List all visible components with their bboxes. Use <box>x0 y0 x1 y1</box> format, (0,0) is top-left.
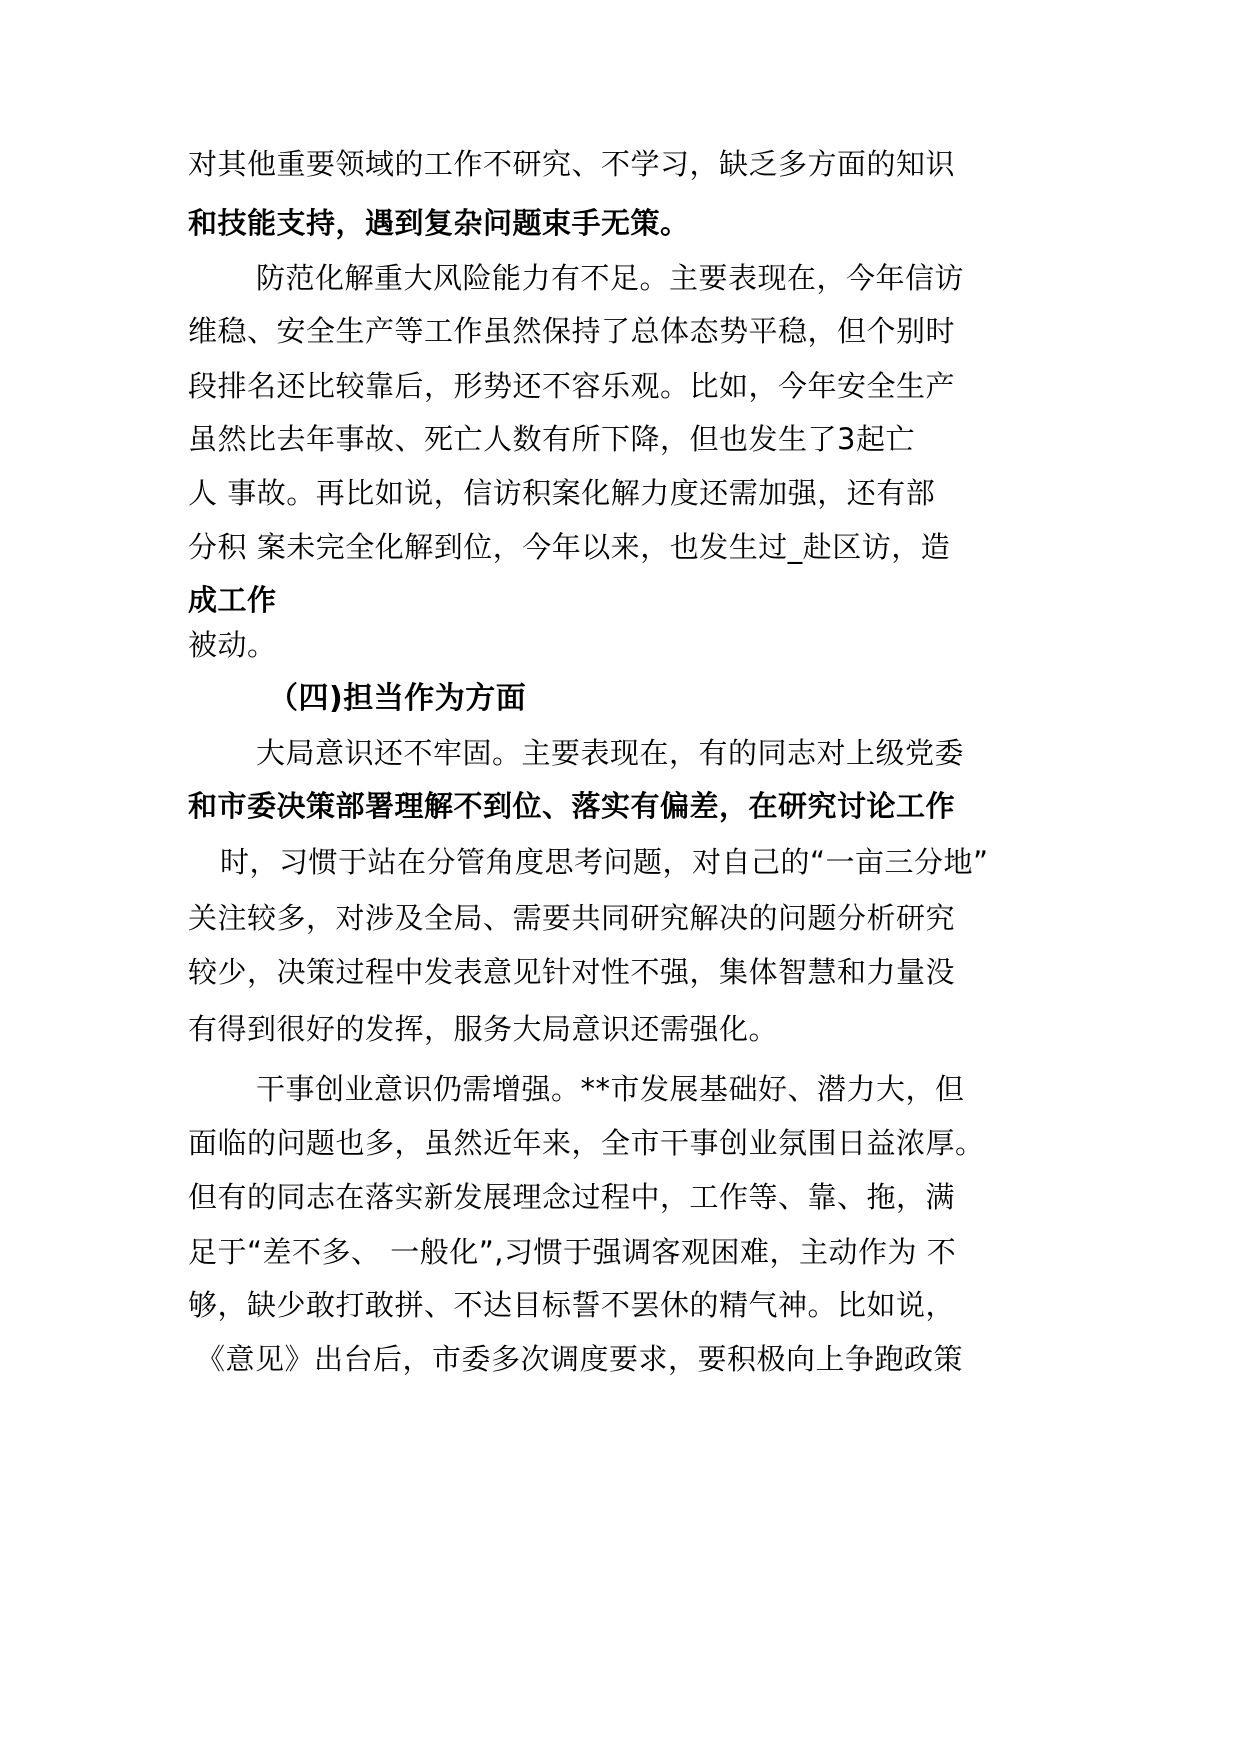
text-line-5: 段排名还比较靠后，形势还不容乐观。比如，今年安全生产 <box>188 369 956 403</box>
text-line-22: 够，缺少敢打敢拼、不达目标誓不罢休的精气神。比如说， <box>188 1288 956 1322</box>
text-line-16: 较少，决策过程中发表意见针对性不强，集体智慧和力量没 <box>188 955 956 989</box>
text-line-10: 被动。 <box>188 628 277 662</box>
text-line-15: 关注较多，对涉及全局、需要共同研究解决的问题分析研究 <box>188 901 956 935</box>
text-line-2: 和技能支持，遇到复杂问题束手无策。 <box>188 206 690 240</box>
text-line-20: 但有的同志在落实新发展理念过程中，工作等、靠、拖，满 <box>188 1180 956 1214</box>
text-line-6: 虽然比去年事故、死亡人数有所下降，但也发生了3起亡 <box>188 422 915 456</box>
text-line-13: 和市委决策部署理解不到位、落实有偏差，在研究讨论工作 <box>188 789 956 823</box>
text-line-18: 干事创业意识仍需增强。**市发展基础好、潜力大，但 <box>256 1072 965 1106</box>
text-line-21: 足于“差不多、 一般化”,习惯于强调客观困难，主动作为 不 <box>188 1235 957 1269</box>
text-line-7: 人 事故。再比如说，信访积案化解力度还需加强，还有部 <box>188 476 936 510</box>
text-line-17: 有得到很好的发挥，服务大局意识还需强化。 <box>188 1012 779 1046</box>
text-line-1: 对其他重要领域的工作不研究、不学习，缺乏多方面的知识 <box>188 147 956 181</box>
text-line-14: 时，习惯于站在分管角度思考问题，对自己的“一亩三分地” <box>220 845 989 879</box>
text-line-3: 防范化解重大风险能力有不足。主要表现在，今年信访 <box>256 261 965 295</box>
text-line-8: 分积 案未完全化解到位，今年以来，也发生过_赴区访，造 <box>188 530 951 564</box>
text-line-9: 成工作 <box>188 583 277 617</box>
text-line-12: 大局意识还不牢固。主要表现在，有的同志对上级党委 <box>256 736 965 770</box>
text-line-4: 维稳、安全生产等工作虽然保持了总体态势平稳，但个别时 <box>188 314 956 348</box>
section-heading: （四)担当作为方面 <box>268 681 527 716</box>
text-line-23: 《意见》出台后，市委多次调度要求，要积极向上争跑政策 <box>196 1342 964 1376</box>
text-line-19: 面临的问题也多，虽然近年来，全市干事创业氛围日益浓厚。 <box>188 1126 985 1160</box>
